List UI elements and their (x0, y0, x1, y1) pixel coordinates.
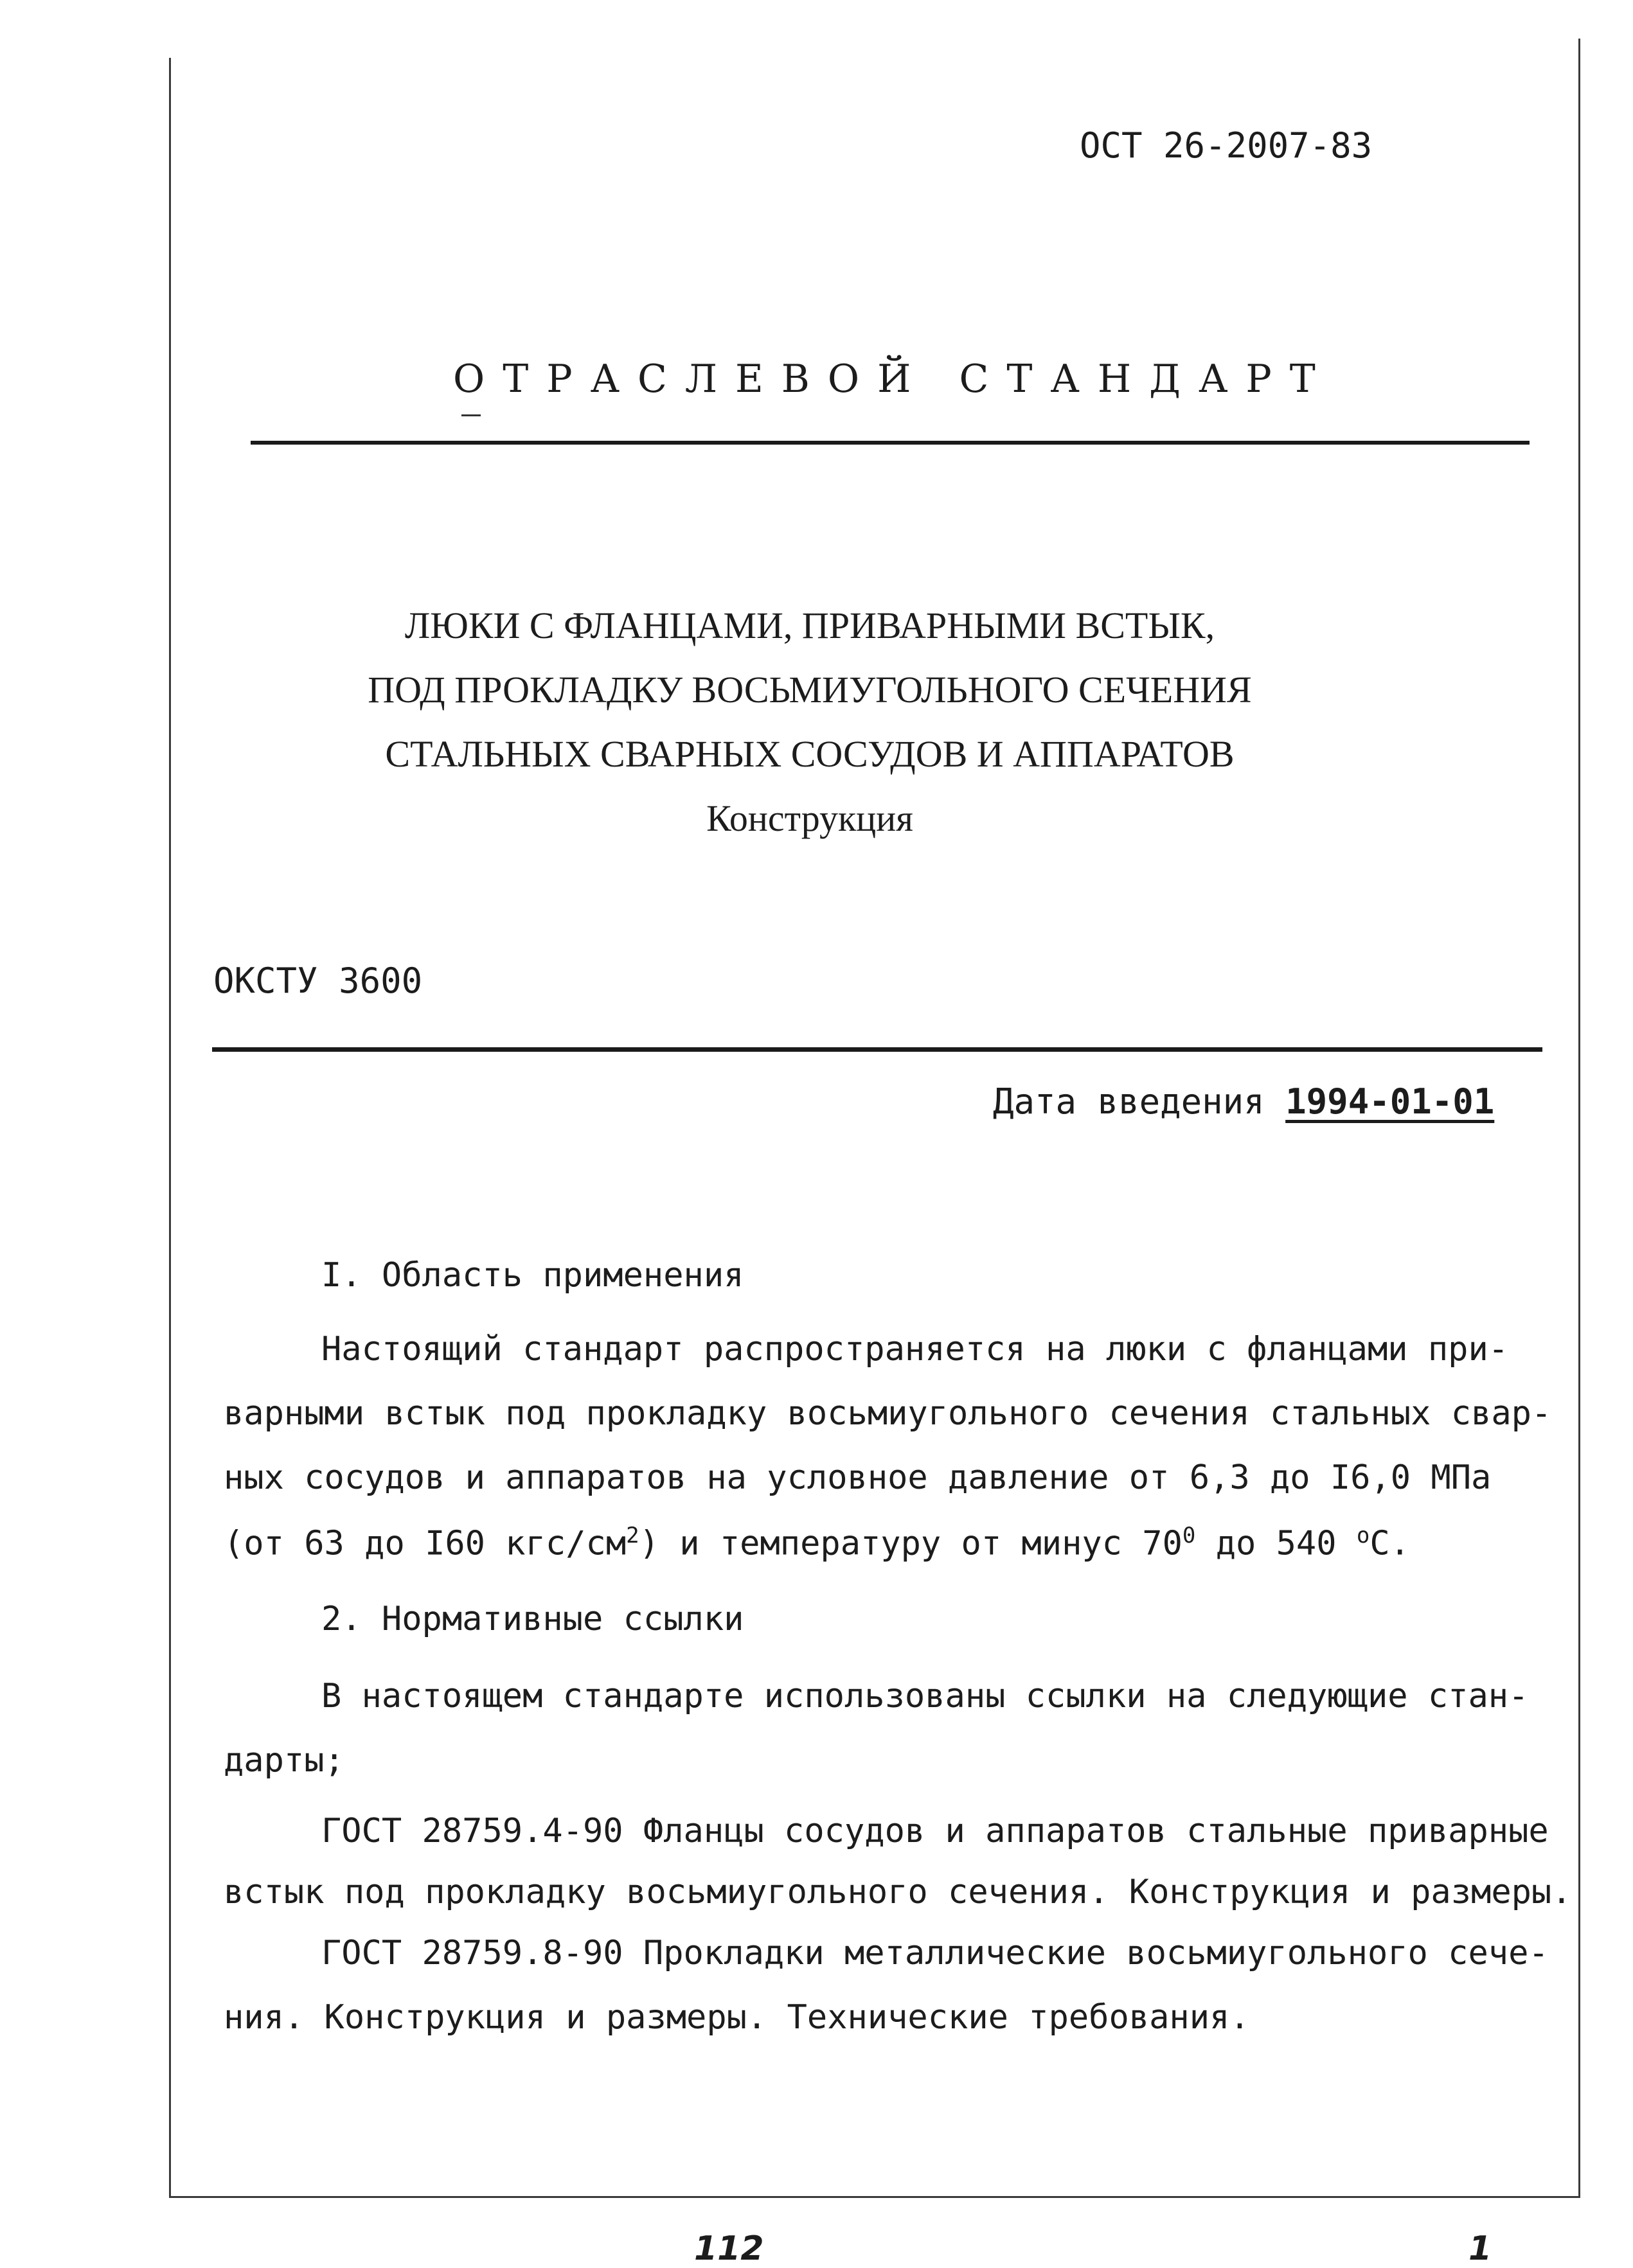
page-frame-left (169, 58, 171, 2197)
introduction-date (993, 1081, 1494, 1122)
standard-header: ОТРАСЛЕВОЙ СТАНДАРТ (453, 357, 1334, 402)
header-mark (461, 414, 481, 416)
title-line-1: ЛЮКИ С ФЛАНЦАМИ, ПРИВАРНЫМИ ВСТЫК, (404, 605, 1215, 646)
title-line-2: ПОД ПРОКЛАДКУ ВОСЬМИУГОЛЬНОГО СЕЧЕНИЯ (368, 669, 1252, 711)
section-1-line: Настоящий стандарт распространяется на люки с фланцами при- (321, 1330, 1509, 1369)
document-code: ОСТ 26-2007-83 (1080, 125, 1373, 166)
page-total-number: 112 (694, 2229, 764, 2268)
section-1-heading: I. Область применения (321, 1256, 744, 1295)
page-frame-right (1578, 39, 1580, 2197)
section-2-heading: 2. Нормативные ссылки (321, 1600, 744, 1638)
page-frame-bottom (169, 2196, 1580, 2198)
section-2-line: В настоящем стандарте использованы ссылки на следующие стан- (321, 1677, 1529, 1715)
section-1-line: ных сосудов и аппаратов на условное давление от 6,3 до I6,0 МПа (224, 1458, 1492, 1497)
section-1-line: (от 63 до I60 кгс/$см^2$) и температуру от минус $70^0$ до 540 $^о$С. (224, 1523, 1410, 1563)
header-rule (251, 441, 1530, 445)
section-2-line: дарты; (224, 1741, 344, 1780)
reference-line: ния. Конструкция и размеры. Технические требования. (224, 1998, 1250, 2037)
oksty-code: ОКСТУ 3600 (213, 961, 423, 1001)
section-1-line: варными встык под прокладку восьмиугольного сечения стальных свар- (224, 1394, 1552, 1433)
page-number: 1 (1468, 2229, 1492, 2268)
title-line-3: СТАЛЬНЫХ СВАРНЫХ СОСУДОВ И АППАРАТОВ (385, 733, 1235, 775)
reference-line: ГОСТ 28759.4-90 Фланцы сосудов и аппаратов стальные приварные (321, 1812, 1549, 1850)
date-value: 1994-01-01 (1285, 1081, 1495, 1122)
reference-line: ГОСТ 28759.8-90 Прокладки металлические восьмиугольного сече- (321, 1934, 1549, 1972)
date-label: Дата введения (993, 1081, 1265, 1122)
title-subtitle: Конструкция (706, 797, 913, 839)
oksty-rule (212, 1047, 1542, 1052)
reference-line: встык под прокладку восьмиугольного сечения. Конструкция и размеры. (224, 1873, 1572, 1911)
